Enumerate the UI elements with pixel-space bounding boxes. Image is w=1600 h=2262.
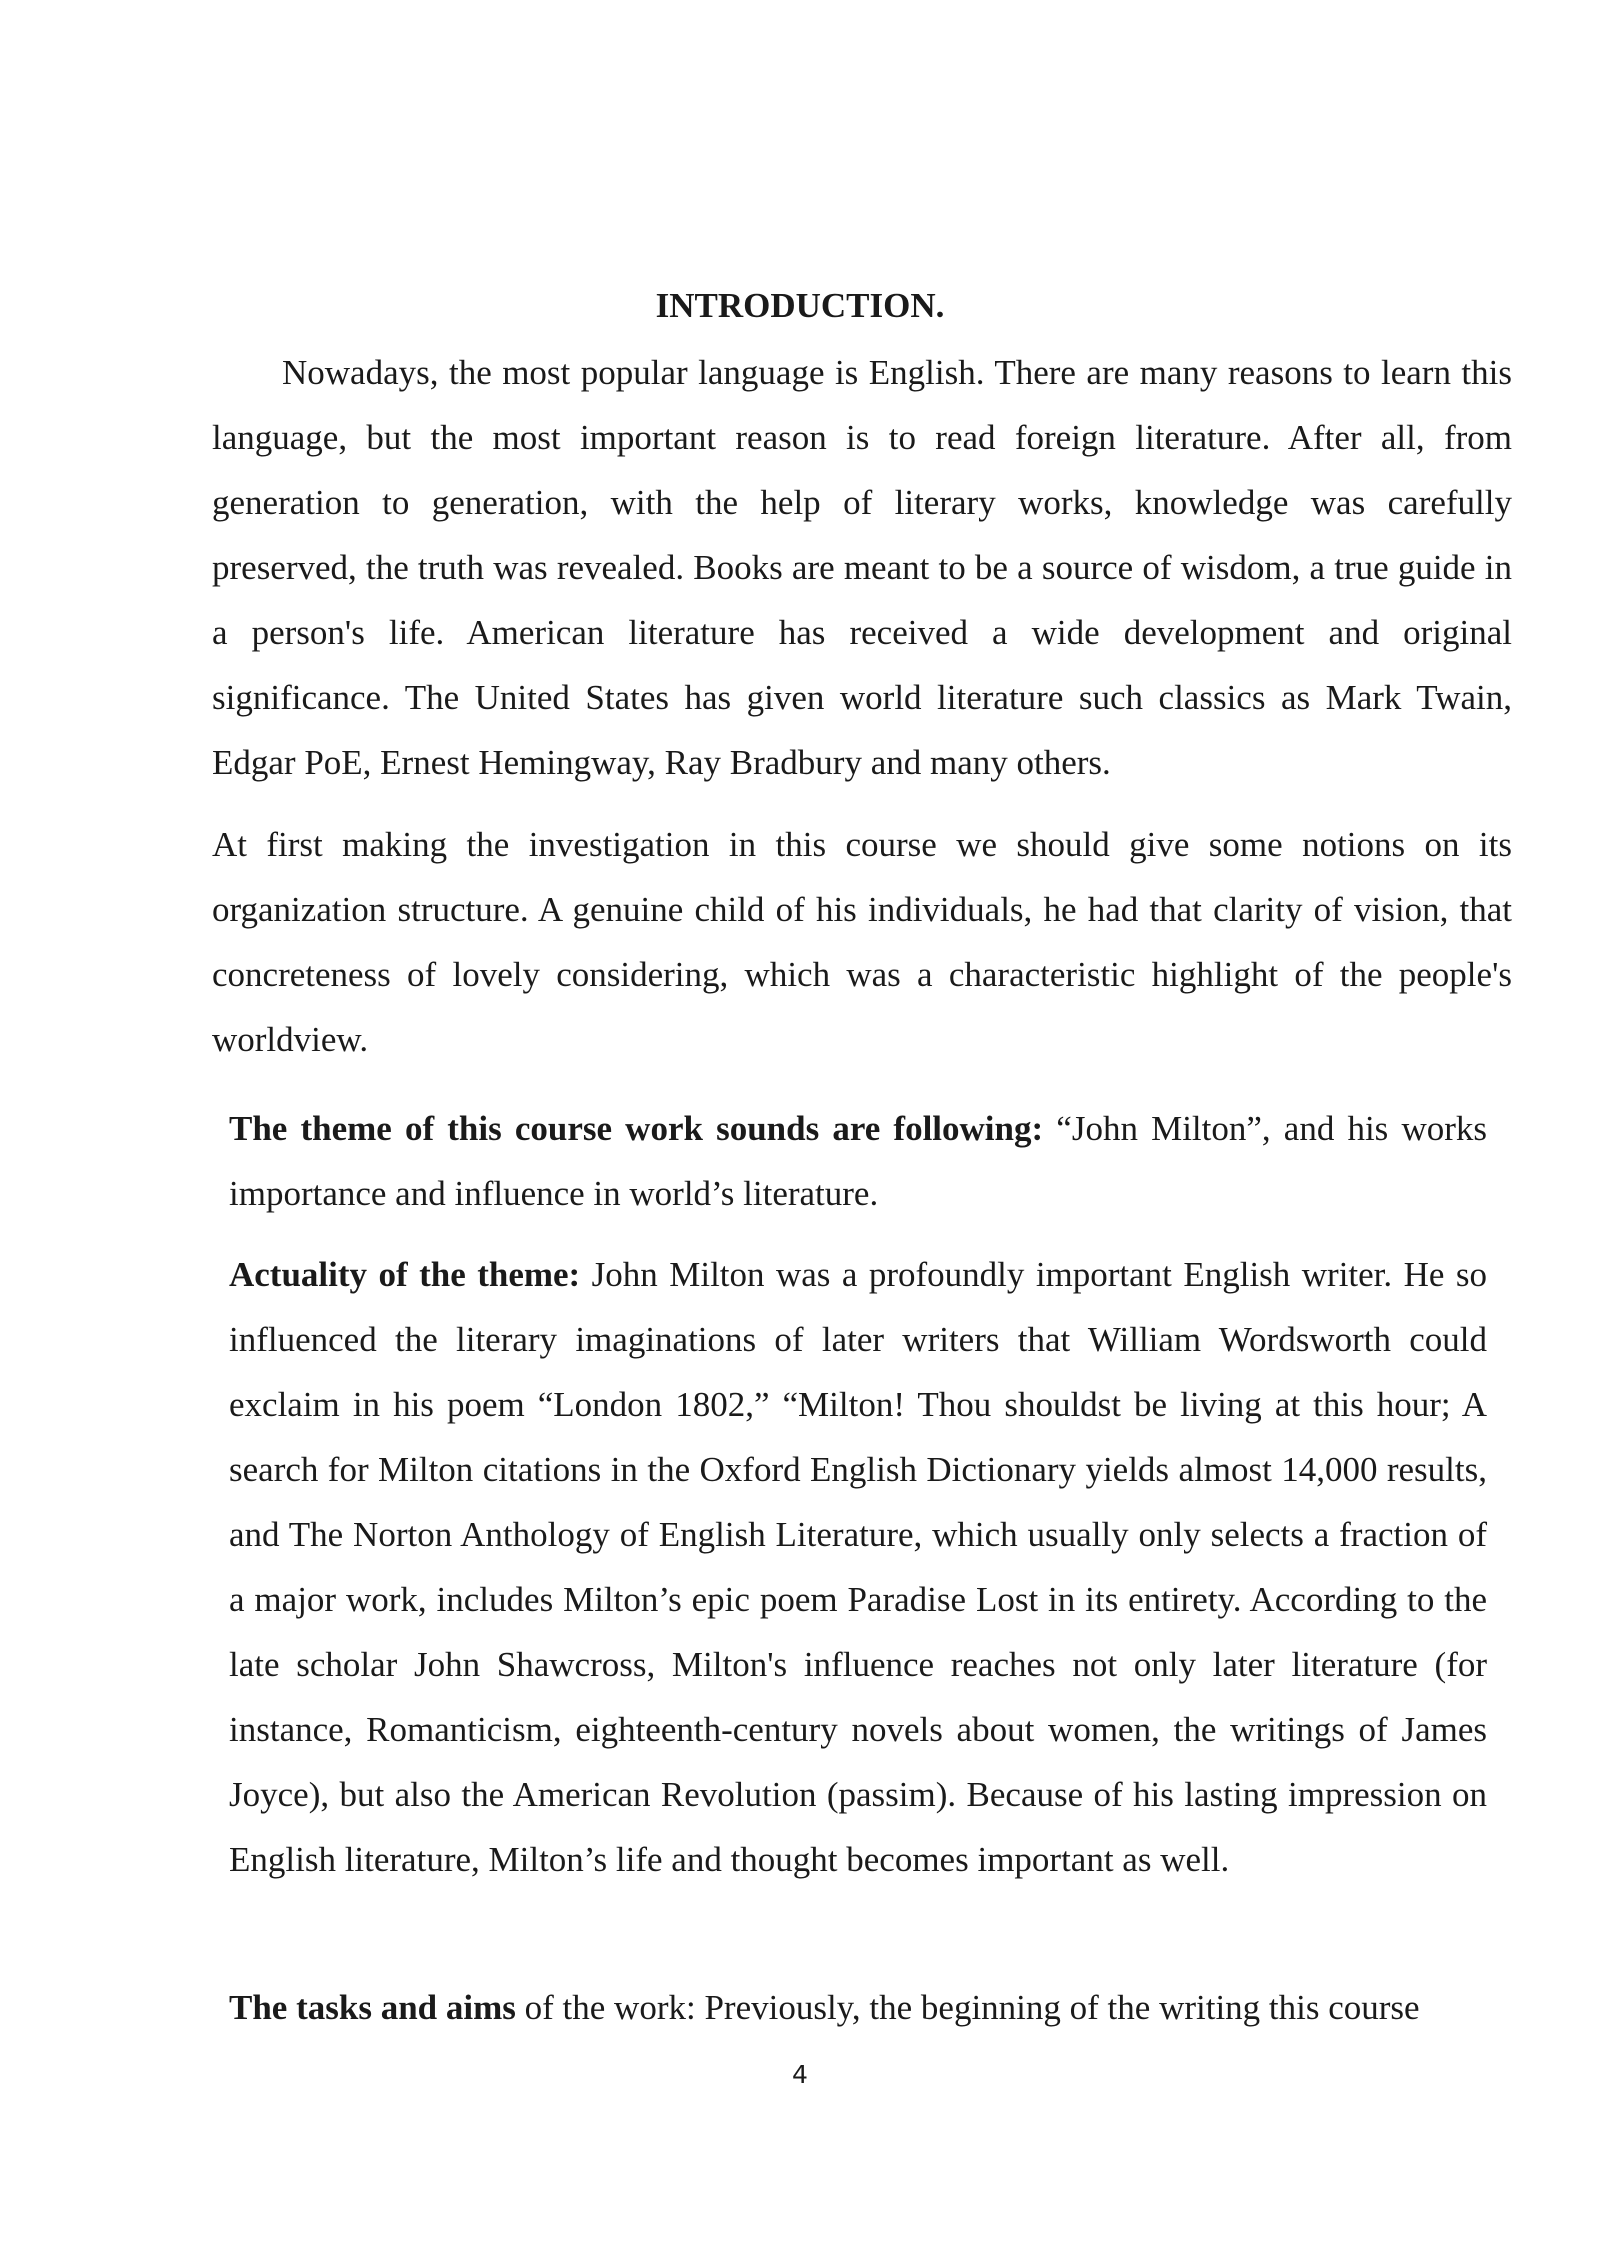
intro-paragraph: Nowadays, the most popular language is English. There are many reasons to learn this language, but the most important reason is to read foreign literature. After all, from generation to generation, with the help of literary works, knowledge was carefully preserved, the truth was revealed. Books are meant to be a source of wisdom, a true guide in a person's life. American literature has received a wide development and original significance. The United States has given world literature such classics as Mark Twain, Edgar PoE, Ernest Hemingway, Ray Bradbury and many others. xyxy=(212,353,1512,782)
page-number: 4 xyxy=(792,2060,808,2089)
structure-paragraph: At first making the investigation in this course we should give some notions on its organization structure. A genuine child of his individuals, he had that clarity of vision, that concreteness of lovely considering, which was a characteristic highlight of the people's worldview. xyxy=(212,825,1512,1059)
heading-title: INTRODUCTION xyxy=(655,286,936,325)
tasks-text: of the work: Previously, the beginning of the writing this course xyxy=(515,1988,1420,2027)
tasks-paragraph xyxy=(229,1975,1529,2040)
heading-dot: . xyxy=(935,286,945,325)
page-heading xyxy=(0,286,1600,326)
theme-text: “John Milton”, and his works importance and influence in world’s literature. xyxy=(229,1109,1487,1213)
theme-paragraph xyxy=(229,1096,1487,1226)
theme-label: The theme of this course work sounds are following: xyxy=(229,1109,1044,1148)
actuality-label: Actuality of the theme: xyxy=(229,1255,581,1294)
tasks-label: The tasks and aims xyxy=(229,1988,516,2027)
actuality-text: John Milton was a profoundly important English writer. He so influenced the literary imaginations of later writers that William Wordsworth could exclaim in his poem “London 1802,” “Milton! Thou shouldst be living at this hour; A search for Milton citations in the Oxford English Dictionary yields almost 14,000 results, and The Norton Anthology of English Literature, which usually only selects a fraction of a major work, includes Milton’s epic poem Paradise Lost in its entirety. According to the late scholar John Shawcross, Milton's influence reaches not only later literature (for instance, Romanticism, eighteenth-century novels about women, the writings of James Joyce), but also the American Revolution (passim). Because of his lasting impression on English literature, Milton’s life and thought becomes important as well. xyxy=(229,1255,1487,1879)
actuality-paragraph xyxy=(229,1242,1487,1892)
